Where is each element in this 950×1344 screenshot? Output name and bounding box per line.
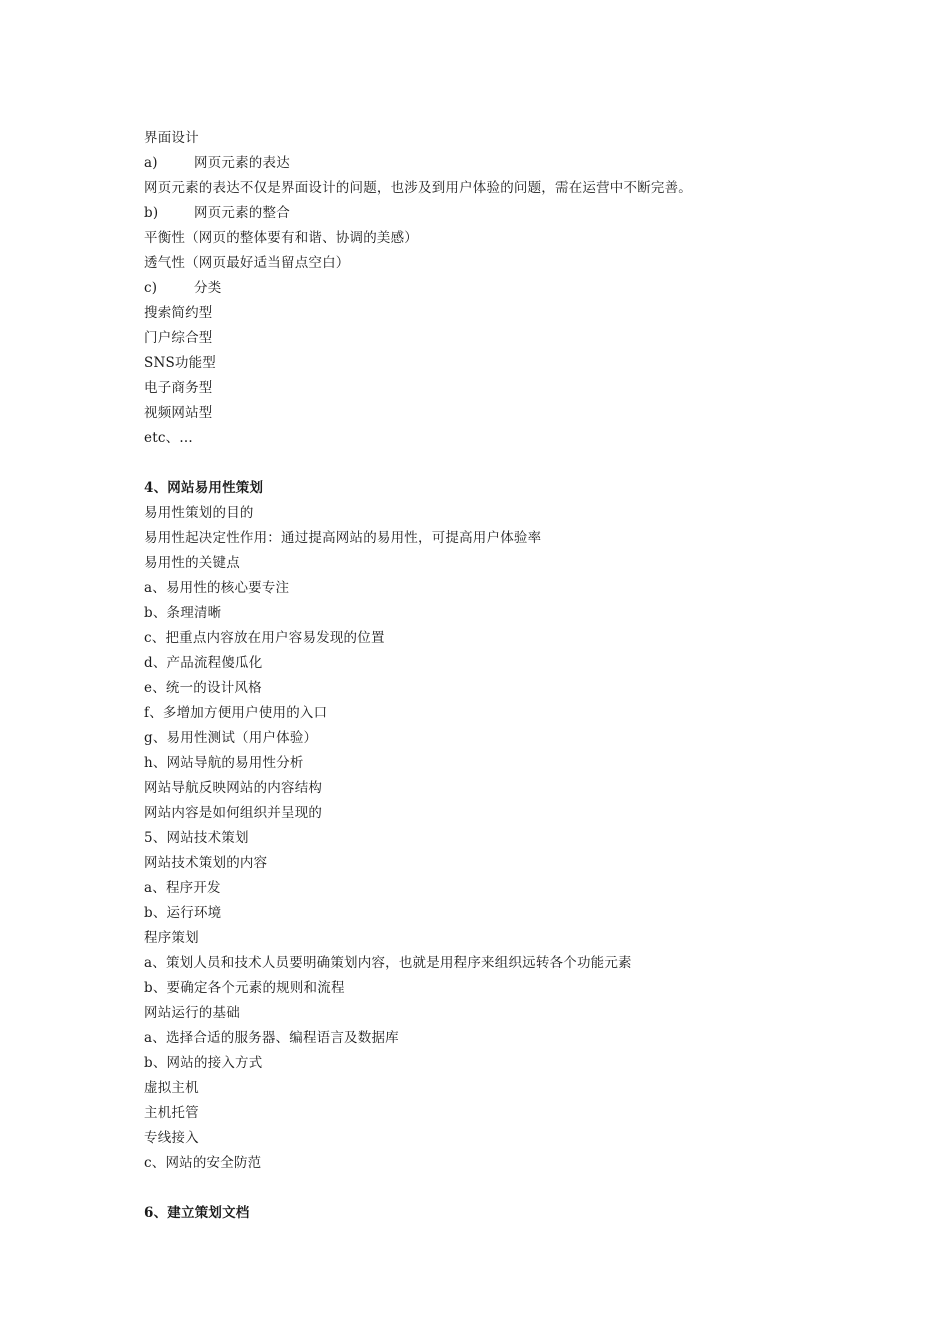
text-line: 主机托管 [144, 1105, 199, 1121]
section-heading: 6、建立策划文档 [144, 1205, 250, 1221]
text-line: e、统一的设计风格 [144, 680, 262, 696]
list-item-a [144, 151, 844, 176]
list-item-text: 网页元素的整合 [194, 205, 290, 221]
text-line: 网站导航反映网站的内容结构 [144, 780, 323, 796]
list-item-text: 网页元素的表达 [194, 155, 290, 171]
text-line: d、产品流程傻瓜化 [144, 655, 263, 671]
text-line: g、易用性测试（用户体验） [144, 730, 318, 746]
text-line: etc、… [144, 430, 193, 446]
blank-line [144, 1176, 844, 1201]
text-line: 网站技术策划的内容 [144, 855, 268, 871]
text-line: 透气性（网页最好适当留点空白） [144, 255, 350, 271]
text-line: 虚拟主机 [144, 1080, 199, 1096]
text-line: 易用性的关键点 [144, 555, 240, 571]
text-line: a、易用性的核心要专注 [144, 580, 290, 596]
text-line: f、多增加方便用户使用的入口 [144, 705, 328, 721]
list-marker: b) [144, 205, 159, 221]
list-item-text: 分类 [194, 280, 222, 296]
section-heading: 4、网站易用性策划 [144, 480, 264, 496]
text-line: h、网站导航的易用性分析 [144, 755, 304, 771]
text-line: c、网站的安全防范 [144, 1155, 262, 1171]
text-line: 电子商务型 [144, 380, 213, 396]
text-line: 视频网站型 [144, 405, 213, 421]
text-line: b、运行环境 [144, 905, 222, 921]
text-line: 网站运行的基础 [144, 1005, 240, 1021]
section-title-line: 5、网站技术策划 [144, 830, 249, 846]
text-line: 网站内容是如何组织并呈现的 [144, 805, 323, 821]
text-line: 平衡性（网页的整体要有和谐、协调的美感） [144, 230, 418, 246]
list-item-c [144, 276, 844, 301]
text-line: 界面设计 [144, 130, 199, 146]
text-line: a、策划人员和技术人员要明确策划内容，也就是用程序来组织远转各个功能元素 [144, 955, 632, 971]
text-line: 网页元素的表达不仅是界面设计的问题，也涉及到用户体验的问题，需在运营中不断完善。 [144, 180, 692, 196]
text-line: b、条理清晰 [144, 605, 222, 621]
text-line: 门户综合型 [144, 330, 213, 346]
text-line: 搜索简约型 [144, 305, 213, 321]
text-line: b、网站的接入方式 [144, 1055, 263, 1071]
text-line: c、把重点内容放在用户容易发现的位置 [144, 630, 385, 646]
text-line: 易用性策划的目的 [144, 505, 254, 521]
list-item-b [144, 201, 844, 226]
text-line: 程序策划 [144, 930, 199, 946]
text-line: a、程序开发 [144, 880, 221, 896]
text-line: 易用性起决定性作用：通过提高网站的易用性，可提高用户体验率 [144, 530, 542, 546]
list-marker: a) [144, 155, 158, 171]
text-line: a、选择合适的服务器、编程语言及数据库 [144, 1030, 399, 1046]
list-marker: c) [144, 280, 158, 296]
text-line: SNS功能型 [144, 355, 217, 371]
text-line: 专线接入 [144, 1130, 199, 1146]
document-page [144, 126, 844, 1226]
text-line: b、要确定各个元素的规则和流程 [144, 980, 345, 996]
blank-line [144, 451, 844, 476]
